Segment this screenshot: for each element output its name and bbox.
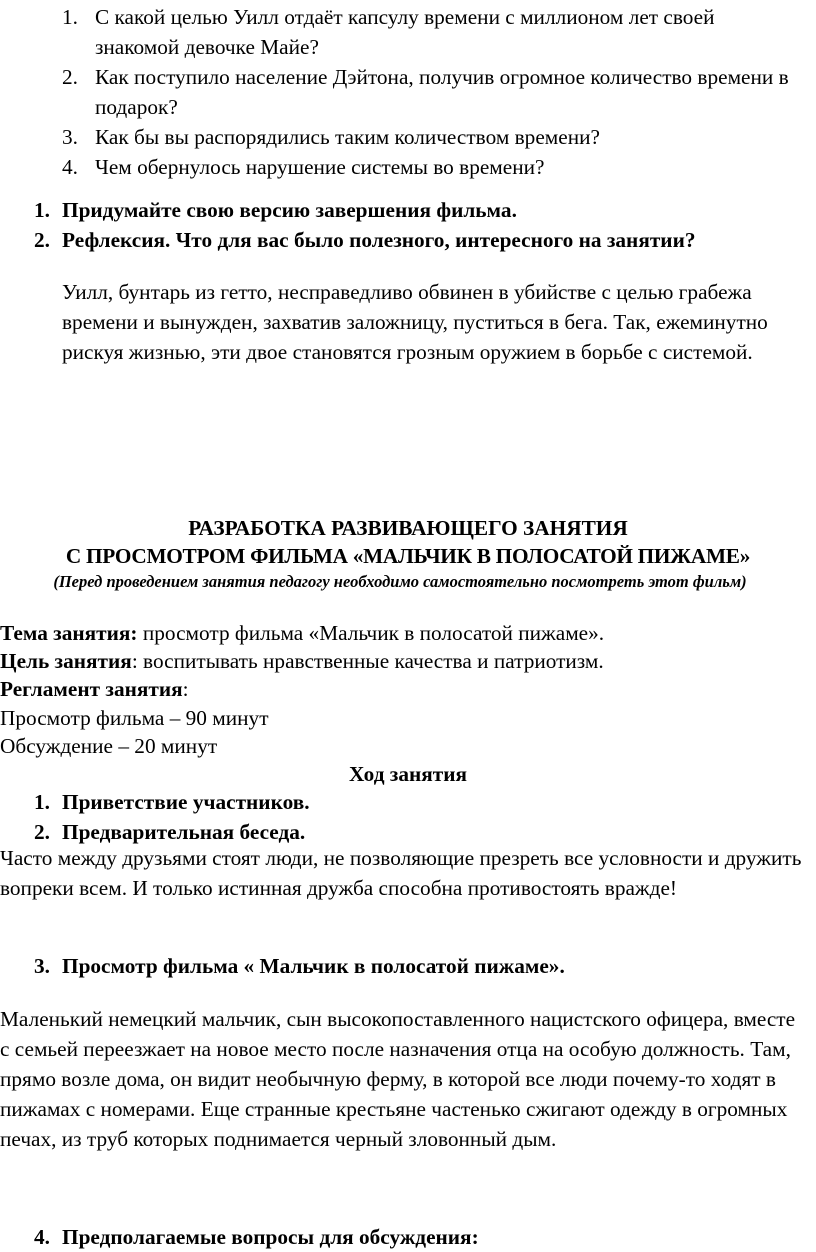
schedule-line [0,674,816,704]
list-item [62,62,802,122]
questions-list-top [62,2,802,182]
list-number: 3. [62,125,78,149]
schedule-label: Регламент занятия [0,677,183,701]
list-number: 1. [34,790,50,814]
synopsis-paragraph-2: Маленький немецкий мальчик, сын высокопоставленного нацистского офицера, вместе с семьей переезжает на новое место после назначения отца на особую должность. Там, прямо возле дома, он видит необычную ферму, в которой все люди почему-то ходят в пижамах с номерами. Еще странные крестьяне частенько сжигают одежду в огромных печах, из труб которых поднимается черный зловонный дым. [0,1007,796,1151]
synopsis-paragraph-1: Уилл, бунтарь из гетто, несправедливо обвинен в убийстве с целью грабежа времени и вынужден, захватив заложницу, пуститься в бега. Так, ежеминутно рискуя жизнью, эти двое становятся грозным оружием в борьбе с системой. [62,280,768,364]
steps-list [34,787,814,847]
schedule-colon: : [182,677,189,701]
step-4-heading [34,1222,814,1252]
step-3-heading [34,951,814,981]
course-heading: Ход занятия [348,762,468,786]
list-text: Предполагаемые вопросы для обсуждения: [62,1225,479,1249]
list-item [34,225,814,255]
list-text: Рефлексия. Что для вас было полезного, интересного на занятии? [62,228,696,252]
list-item [34,195,814,225]
goal-label: Цель занятия [0,649,132,673]
intro-paragraph: Часто между друзьями стоят люди, не позволяющие презреть все условности и дружить вопреки всем. И только истинная дружба способна противостоять вражде! [0,846,802,900]
list-text: Предварительная беседа. [62,820,306,844]
heading-note: (Перед проведением занятия педагогу необходимо самостоятельно посмотреть этот фильм) [53,572,747,591]
viewing-duration: Просмотр фильма – 90 минут [0,706,269,730]
list-text: Придумайте свою версию завершения фильма. [62,198,517,222]
topic-value: просмотр фильма «Мальчик в полосатой пижаме». [137,621,605,645]
list-number: 2. [62,65,78,89]
list-item [34,787,814,817]
list-number: 2. [34,820,50,844]
list-text: Приветствие участников. [62,790,310,814]
goal-value: : воспитывать нравственные качества и патриотизм. [131,649,604,673]
list-item [62,122,802,152]
section-heading-line-1: РАЗРАБОТКА РАЗВИВАЮЩЕГО ЗАНЯТИЯ [188,516,628,540]
list-number: 1. [34,198,50,222]
tasks-list [34,195,814,255]
list-text: Как бы вы распорядились таким количеством времени? [95,125,600,149]
list-text: Чем обернулось нарушение системы во времени? [95,155,545,179]
goal-line [0,646,816,676]
list-text: С какой целью Уилл отдаёт капсулу времени с миллионом лет своей знакомой девочке Майе? [95,5,715,59]
list-number: 1. [62,5,78,29]
section-heading-line-2: С ПРОСМОТРОМ ФИЛЬМА «МАЛЬЧИК В ПОЛОСАТОЙ ПИЖАМЕ» [65,544,751,568]
list-text: Как поступило население Дэйтона, получив огромное количество времени в подарок? [95,65,789,119]
list-number: 4. [62,155,78,179]
list-item [62,2,802,62]
list-number: 4. [34,1225,50,1249]
topic-label: Тема занятия: [0,621,138,645]
list-item [62,152,802,182]
list-number: 2. [34,228,50,252]
list-text: Просмотр фильма « Мальчик в полосатой пижаме». [62,954,565,978]
discussion-duration: Обсуждение – 20 минут [0,734,218,758]
list-number: 3. [34,954,50,978]
topic-line [0,618,816,648]
